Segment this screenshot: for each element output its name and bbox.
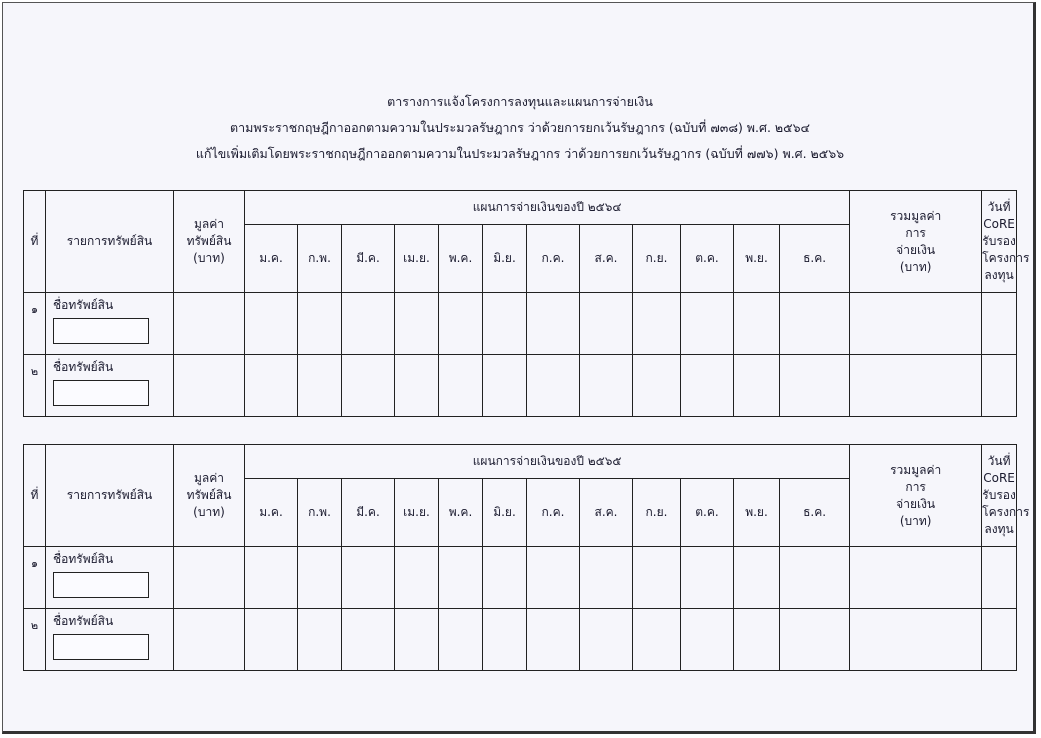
month-amount-cell[interactable] xyxy=(527,547,580,609)
core-date-cell[interactable] xyxy=(982,355,1017,417)
asset-name-field[interactable] xyxy=(53,634,149,660)
month-amount-cell[interactable] xyxy=(633,355,681,417)
col-header-core-date xyxy=(982,445,1030,547)
header-line: (บาท) xyxy=(899,259,932,274)
month-header: ส.ค. xyxy=(580,225,633,293)
asset-name-cell xyxy=(46,293,174,355)
header-line: การ xyxy=(905,479,926,494)
month-header: พ.ค. xyxy=(439,479,483,547)
month-header: มี.ค. xyxy=(342,479,395,547)
month-amount-cell[interactable] xyxy=(298,293,342,355)
month-amount-cell[interactable] xyxy=(527,355,580,417)
title-line-3: แก้ไขเพิ่มเติมโดยพระราชกฤษฎีกาออกตามความในประมวลรัษฎากร ว่าด้วยการยกเว้นรัษฎากร (ฉบับที่ ๗๗๖) พ.ศ. ๒๕๖๖ xyxy=(195,146,845,161)
month-header: ต.ค. xyxy=(681,225,734,293)
core-date-cell[interactable] xyxy=(982,609,1017,671)
asset-name-label: ชื่อทรัพย์สิน xyxy=(53,552,114,566)
month-amount-cell[interactable] xyxy=(395,609,439,671)
col-header-asset-list: รายการทรัพย์สิน xyxy=(46,191,174,293)
month-amount-cell[interactable] xyxy=(342,355,395,417)
month-header: พ.ค. xyxy=(439,225,483,293)
month-header: ต.ค. xyxy=(681,479,734,547)
month-amount-cell[interactable] xyxy=(298,547,342,609)
header-line: CoRE xyxy=(983,471,1015,485)
month-amount-cell[interactable] xyxy=(483,547,527,609)
asset-value-cell[interactable] xyxy=(174,293,245,355)
title-line-1: ตารางการแจ้งโครงการลงทุนและแผนการจ่ายเงิน xyxy=(387,94,653,109)
month-amount-cell[interactable] xyxy=(780,609,850,671)
month-amount-cell[interactable] xyxy=(395,355,439,417)
month-amount-cell[interactable] xyxy=(245,547,298,609)
header-line: (บาท) xyxy=(899,513,932,528)
asset-value-cell[interactable] xyxy=(174,547,245,609)
month-header: มี.ค. xyxy=(342,225,395,293)
month-amount-cell[interactable] xyxy=(780,355,850,417)
total-payment-cell[interactable] xyxy=(850,547,982,609)
month-header: ก.พ. xyxy=(298,479,342,547)
month-header: ม.ค. xyxy=(245,479,298,547)
plan-year-title: แผนการจ่ายเงินของปี ๒๕๖๔ xyxy=(245,191,850,225)
month-amount-cell[interactable] xyxy=(342,293,395,355)
header-line: รับรองโครงการลงทุน xyxy=(982,488,1030,536)
month-amount-cell[interactable] xyxy=(633,609,681,671)
header-line: CoRE xyxy=(983,217,1015,231)
month-amount-cell[interactable] xyxy=(580,609,633,671)
month-header: ธ.ค. xyxy=(780,225,850,293)
col-header-no: ที่ xyxy=(24,445,46,547)
payment-plan-table xyxy=(23,190,1030,417)
month-amount-cell[interactable] xyxy=(681,547,734,609)
month-amount-cell[interactable] xyxy=(483,293,527,355)
month-amount-cell[interactable] xyxy=(734,293,780,355)
asset-name-field[interactable] xyxy=(53,380,149,406)
month-amount-cell[interactable] xyxy=(734,547,780,609)
month-header: ก.ค. xyxy=(527,225,580,293)
month-amount-cell[interactable] xyxy=(780,293,850,355)
col-header-no: ที่ xyxy=(24,191,46,293)
header-line: รวมมูลค่า xyxy=(890,462,942,477)
asset-name-cell xyxy=(46,355,174,417)
header-line: รวมมูลค่า xyxy=(890,208,942,223)
asset-name-label: ชื่อทรัพย์สิน xyxy=(53,614,114,628)
month-amount-cell[interactable] xyxy=(681,293,734,355)
month-amount-cell[interactable] xyxy=(439,609,483,671)
month-header: พ.ย. xyxy=(734,479,780,547)
header-line: จ่ายเงิน xyxy=(896,496,936,511)
month-amount-cell[interactable] xyxy=(527,609,580,671)
month-amount-cell[interactable] xyxy=(298,355,342,417)
asset-name-cell xyxy=(46,547,174,609)
col-header-asset-value xyxy=(174,191,245,293)
month-amount-cell[interactable] xyxy=(633,293,681,355)
month-header: มิ.ย. xyxy=(483,479,527,547)
document-titles xyxy=(3,89,1037,167)
month-header: เม.ย. xyxy=(395,225,439,293)
col-header-core-date xyxy=(982,191,1030,293)
row-number: ๒ xyxy=(24,609,46,671)
month-header: พ.ย. xyxy=(734,225,780,293)
month-header: ส.ค. xyxy=(580,479,633,547)
asset-name-label: ชื่อทรัพย์สิน xyxy=(53,298,114,312)
month-amount-cell[interactable] xyxy=(395,293,439,355)
col-header-total-payment xyxy=(850,445,982,547)
month-header: ก.พ. xyxy=(298,225,342,293)
month-amount-cell[interactable] xyxy=(681,355,734,417)
table-row xyxy=(24,355,1017,417)
month-amount-cell[interactable] xyxy=(483,609,527,671)
plan-year-title: แผนการจ่ายเงินของปี ๒๕๖๕ xyxy=(245,445,850,479)
month-amount-cell[interactable] xyxy=(734,355,780,417)
month-amount-cell[interactable] xyxy=(580,547,633,609)
month-header: เม.ย. xyxy=(395,479,439,547)
month-amount-cell[interactable] xyxy=(245,355,298,417)
header-line: ทรัพย์สิน xyxy=(186,488,232,502)
header-line: รับรองโครงการลงทุน xyxy=(982,234,1030,282)
asset-name-label: ชื่อทรัพย์สิน xyxy=(53,360,114,374)
asset-name-cell xyxy=(46,609,174,671)
month-amount-cell[interactable] xyxy=(580,355,633,417)
month-amount-cell[interactable] xyxy=(734,609,780,671)
row-number: ๒ xyxy=(24,355,46,417)
month-amount-cell[interactable] xyxy=(681,609,734,671)
payment-plan-table xyxy=(23,444,1030,671)
month-amount-cell[interactable] xyxy=(439,293,483,355)
month-header: ธ.ค. xyxy=(780,479,850,547)
core-date-cell[interactable] xyxy=(982,293,1017,355)
total-payment-cell[interactable] xyxy=(850,355,982,417)
month-header: ก.ย. xyxy=(633,225,681,293)
header-line: (บาท) xyxy=(193,505,225,519)
month-amount-cell[interactable] xyxy=(439,355,483,417)
table-row xyxy=(24,609,1017,671)
month-amount-cell[interactable] xyxy=(633,547,681,609)
header-line: จ่ายเงิน xyxy=(896,242,936,257)
month-amount-cell[interactable] xyxy=(780,547,850,609)
month-amount-cell[interactable] xyxy=(527,293,580,355)
header-line: การ xyxy=(905,225,926,240)
month-header: ม.ค. xyxy=(245,225,298,293)
header-line: วันที่ xyxy=(987,200,1011,214)
table-row xyxy=(24,547,1017,609)
month-amount-cell[interactable] xyxy=(395,547,439,609)
header-line: มูลค่า xyxy=(193,471,225,485)
asset-value-cell[interactable] xyxy=(174,609,245,671)
asset-value-cell[interactable] xyxy=(174,355,245,417)
month-header: ก.ย. xyxy=(633,479,681,547)
table-row xyxy=(24,293,1017,355)
month-header: มิ.ย. xyxy=(483,225,527,293)
asset-name-field[interactable] xyxy=(53,318,149,344)
total-payment-cell[interactable] xyxy=(850,609,982,671)
asset-name-field[interactable] xyxy=(53,572,149,598)
month-amount-cell[interactable] xyxy=(245,609,298,671)
header-line: ทรัพย์สิน xyxy=(186,234,232,248)
title-line-2: ตามพระราชกฤษฎีกาออกตามความในประมวลรัษฎากร ว่าด้วยการยกเว้นรัษฎากร (ฉบับที่ ๗๓๘) พ.ศ. ๒๕๖๔ xyxy=(229,120,811,135)
row-number: ๑ xyxy=(24,293,46,355)
col-header-asset-value xyxy=(174,445,245,547)
col-header-asset-list: รายการทรัพย์สิน xyxy=(46,445,174,547)
month-amount-cell[interactable] xyxy=(342,547,395,609)
core-date-cell[interactable] xyxy=(982,547,1017,609)
header-line: มูลค่า xyxy=(193,217,225,231)
month-amount-cell[interactable] xyxy=(245,293,298,355)
header-line: (บาท) xyxy=(193,251,225,265)
month-amount-cell[interactable] xyxy=(483,355,527,417)
row-number: ๑ xyxy=(24,547,46,609)
month-amount-cell[interactable] xyxy=(439,547,483,609)
col-header-total-payment xyxy=(850,191,982,293)
month-amount-cell[interactable] xyxy=(580,293,633,355)
header-line: วันที่ xyxy=(987,454,1011,468)
total-payment-cell[interactable] xyxy=(850,293,982,355)
month-header: ก.ค. xyxy=(527,479,580,547)
month-amount-cell[interactable] xyxy=(342,609,395,671)
month-amount-cell[interactable] xyxy=(298,609,342,671)
